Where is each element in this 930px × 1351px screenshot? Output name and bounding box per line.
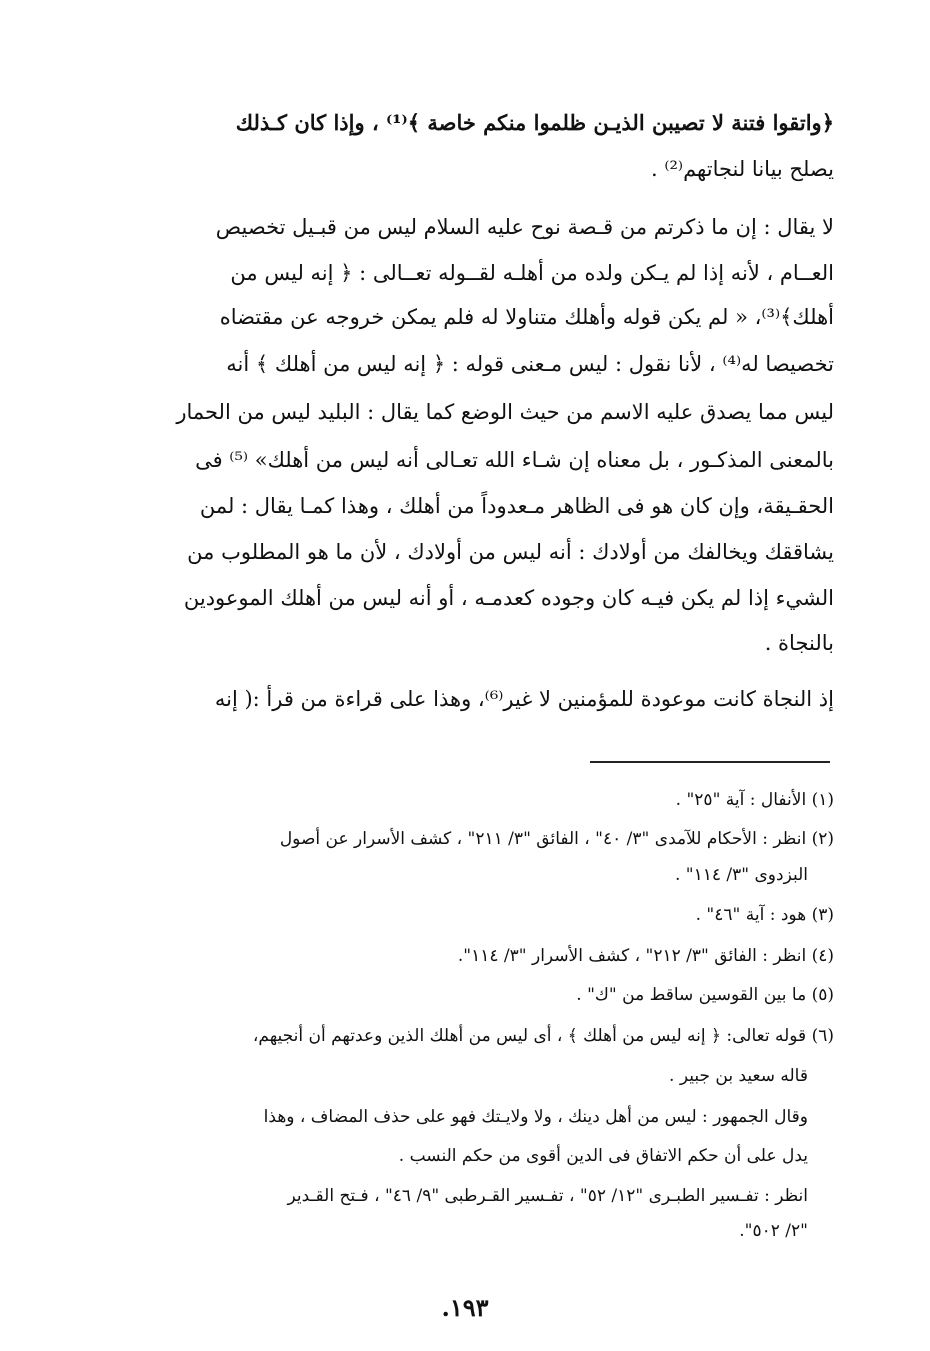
text-line-9: الحقـيقة، وإن كان هو فى الظاهر مـعدوداً من أهلك ، وهذا كمـا يقال : لمن [199,494,834,518]
text-line-11: الشيء إذا لم يكن فيـه كان وجوده كعدمـه ، أو أنه ليس من أهلك الموعودين [183,586,834,610]
footnote-5: (٥) ما بين القوسين ساقط من "ك" . [576,985,834,1005]
footnote-separator [590,761,830,763]
footnote-6-para2: وقال الجمهور : ليس من أهل دينك ، ولا ولايـتك فهو على حذف المضاف ، وهذا [263,1107,808,1127]
footnote-6-para2-cont: يدل على أن حكم الاتفاق فى الدين أقوى من حكم النسب . [398,1146,808,1166]
page-number: ١٩٣. [441,1293,489,1322]
text-line-7: ليس مما يصدق عليه الاسم من حيث الوضع كما يقال : البليد ليس من الحمار [176,400,834,424]
text-line-1: ﴿واتقوا فتنة لا تصيبن الذيـن ظلموا منكم خاصة ﴾⁽¹⁾ ، وإذا كان كـذلك [235,110,834,135]
text-line-6: تخصيصا له⁽⁴⁾ ، لأنا نقول : ليس مـعنى قوله : ﴿ إنه ليس من أهلك ﴾ أنه [226,352,834,376]
footnote-2: (٢) انظر : الأحكام للآمدى "٣/ ٤٠" ، الفائق "٣/ ٢١١" ، كشف الأسرار عن أصول [279,829,834,849]
footnote-6-cont: قاله سعيد بن جبير . [669,1066,808,1086]
footnote-3: (٣) هود : آية "٤٦" . [695,905,834,925]
text-line-8: بالمعنى المذكـور ، بل معناه إن شـاء الله تعـالى أنه ليس من أهلك» ⁽⁵⁾ فى [195,448,834,472]
text-line-5: أهلك﴾⁽³⁾، « لم يكن قوله وأهلك متناولا له فلم يمكن خروجه عن مقتضاه [219,305,834,329]
footnote-1: (١) الأنفال : آية "٢٥" . [675,790,834,810]
text-line-12: بالنجاة . [764,631,834,655]
text-line-10: يشاققك ويخالفك من أولادك : أنه ليس من أولادك ، لأن ما هو المطلوب من [187,540,834,564]
footnote-6-refs: انظر : تفـسير الطبـرى "١٢/ ٥٢" ، تفـسير القـرطبى "٩/ ٤٦" ، فـتح القـدير [287,1186,808,1206]
text-line-2: يصلح بيانا لنجاتهم⁽²⁾ . [650,157,834,181]
footnote-2-cont: البزدوى "٣/ ١١٤" . [674,865,808,885]
footnote-6: (٦) قوله تعالى: ﴿ إنه ليس من أهلك ﴾ ، أى ليس من أهلك الذين وعدتهم أن أنجيهم، [252,1026,834,1046]
text-line-13: إذ النجاة كانت موعودة للمؤمنين لا غير⁽⁶⁾، وهذا على قراءة من قرأ :( إنه [214,687,834,711]
text-line-4: العــام ، لأنه إذا لم يـكن ولده من أهلـه لقــوله تعــالى : ﴿ إنه ليس من [230,261,834,285]
footnote-6-refs-cont: "٢/ ٥٠٢". [739,1221,808,1241]
text-line-3: لا يقال : إن ما ذكرتم من قـصة نوح عليه السلام ليس من قبـيل تخصيص [215,215,834,239]
footnote-4: (٤) انظر : الفائق "٣/ ٢١٢" ، كشف الأسرار "٣/ ١١٤". [457,946,834,966]
